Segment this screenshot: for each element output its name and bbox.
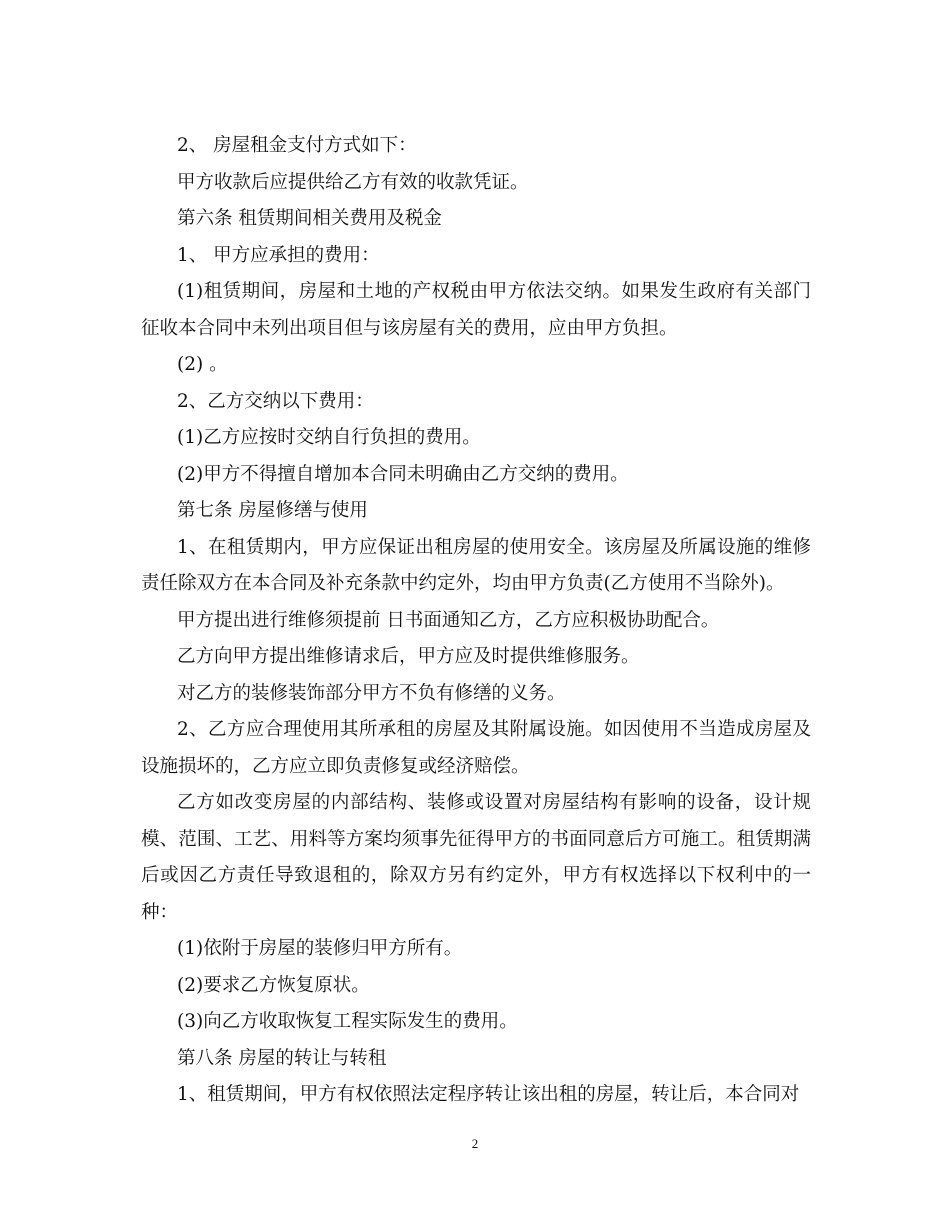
paragraph: 乙方向甲方提出维修请求后，甲方应及时提供维修服务。 <box>177 646 640 667</box>
paragraph: 1、 甲方应承担的费用： <box>177 244 380 266</box>
paragraph: 2、 房屋租金支付方式如下： <box>177 135 417 156</box>
paragraph: (2)要求乙方恢复原状。 <box>177 974 370 996</box>
paragraph: 2、乙方交纳以下费用： <box>177 390 374 412</box>
page-number: 2 <box>471 1136 479 1151</box>
paragraph: 对乙方的装修装饰部分甲方不负有修缮的义务。 <box>177 682 566 704</box>
paragraph: (2) 。 <box>177 354 228 375</box>
paragraph: (3)向乙方收取恢复工程实际发生的费用。 <box>177 1011 518 1032</box>
document-body <box>141 128 811 1114</box>
section-heading: 第八条 房屋的转让与转租 <box>177 1047 387 1069</box>
paragraph: 2、乙方应合理使用其所承租的房屋及其附属设施。如因使用不当造成房屋及设施损坏的，乙方应立即负责修复或经济赔偿。 <box>141 719 811 777</box>
section-heading: 第七条 房屋修缮与使用 <box>177 500 368 521</box>
paragraph: (2)甲方不得擅自增加本合同未明确由乙方交纳的费用。 <box>177 463 629 485</box>
paragraph: 甲方提出进行维修须提前 日书面通知乙方，乙方应积极协助配合。 <box>177 609 720 631</box>
paragraph: 乙方如改变房屋的内部结构、装修或设置对房屋结构有影响的设备，设计规模、范围、工艺、用料等方案均须事先征得甲方的书面同意后方可施工。租赁期满后或因乙方责任导致退租的，除双方另有约定外，甲方有权选择以下权利中的一种： <box>141 792 811 923</box>
paragraph: 1、在租赁期内，甲方应保证出租房屋的使用安全。该房屋及所属设施的维修责任除双方在本合同及补充条款中约定外，均由甲方负责(乙方使用不当除外)。 <box>141 536 811 594</box>
paragraph: 甲方收款后应提供给乙方有效的收款凭证。 <box>177 171 529 193</box>
section-heading: 第六条 租赁期间相关费用及税金 <box>177 208 442 229</box>
paragraph: (1)乙方应按时交纳自行负担的费用。 <box>177 427 481 448</box>
paragraph: 1、租赁期间，甲方有权依照法定程序转让该出租的房屋，转让后，本合同对 <box>177 1084 800 1105</box>
paragraph: (1)依附于房屋的装修归甲方所有。 <box>177 938 463 959</box>
paragraph: (1)租赁期间，房屋和土地的产权税由甲方依法交纳。如果发生政府有关部门征收本合同中未列出项目但与该房屋有关的费用，应由甲方负担。 <box>141 281 811 339</box>
